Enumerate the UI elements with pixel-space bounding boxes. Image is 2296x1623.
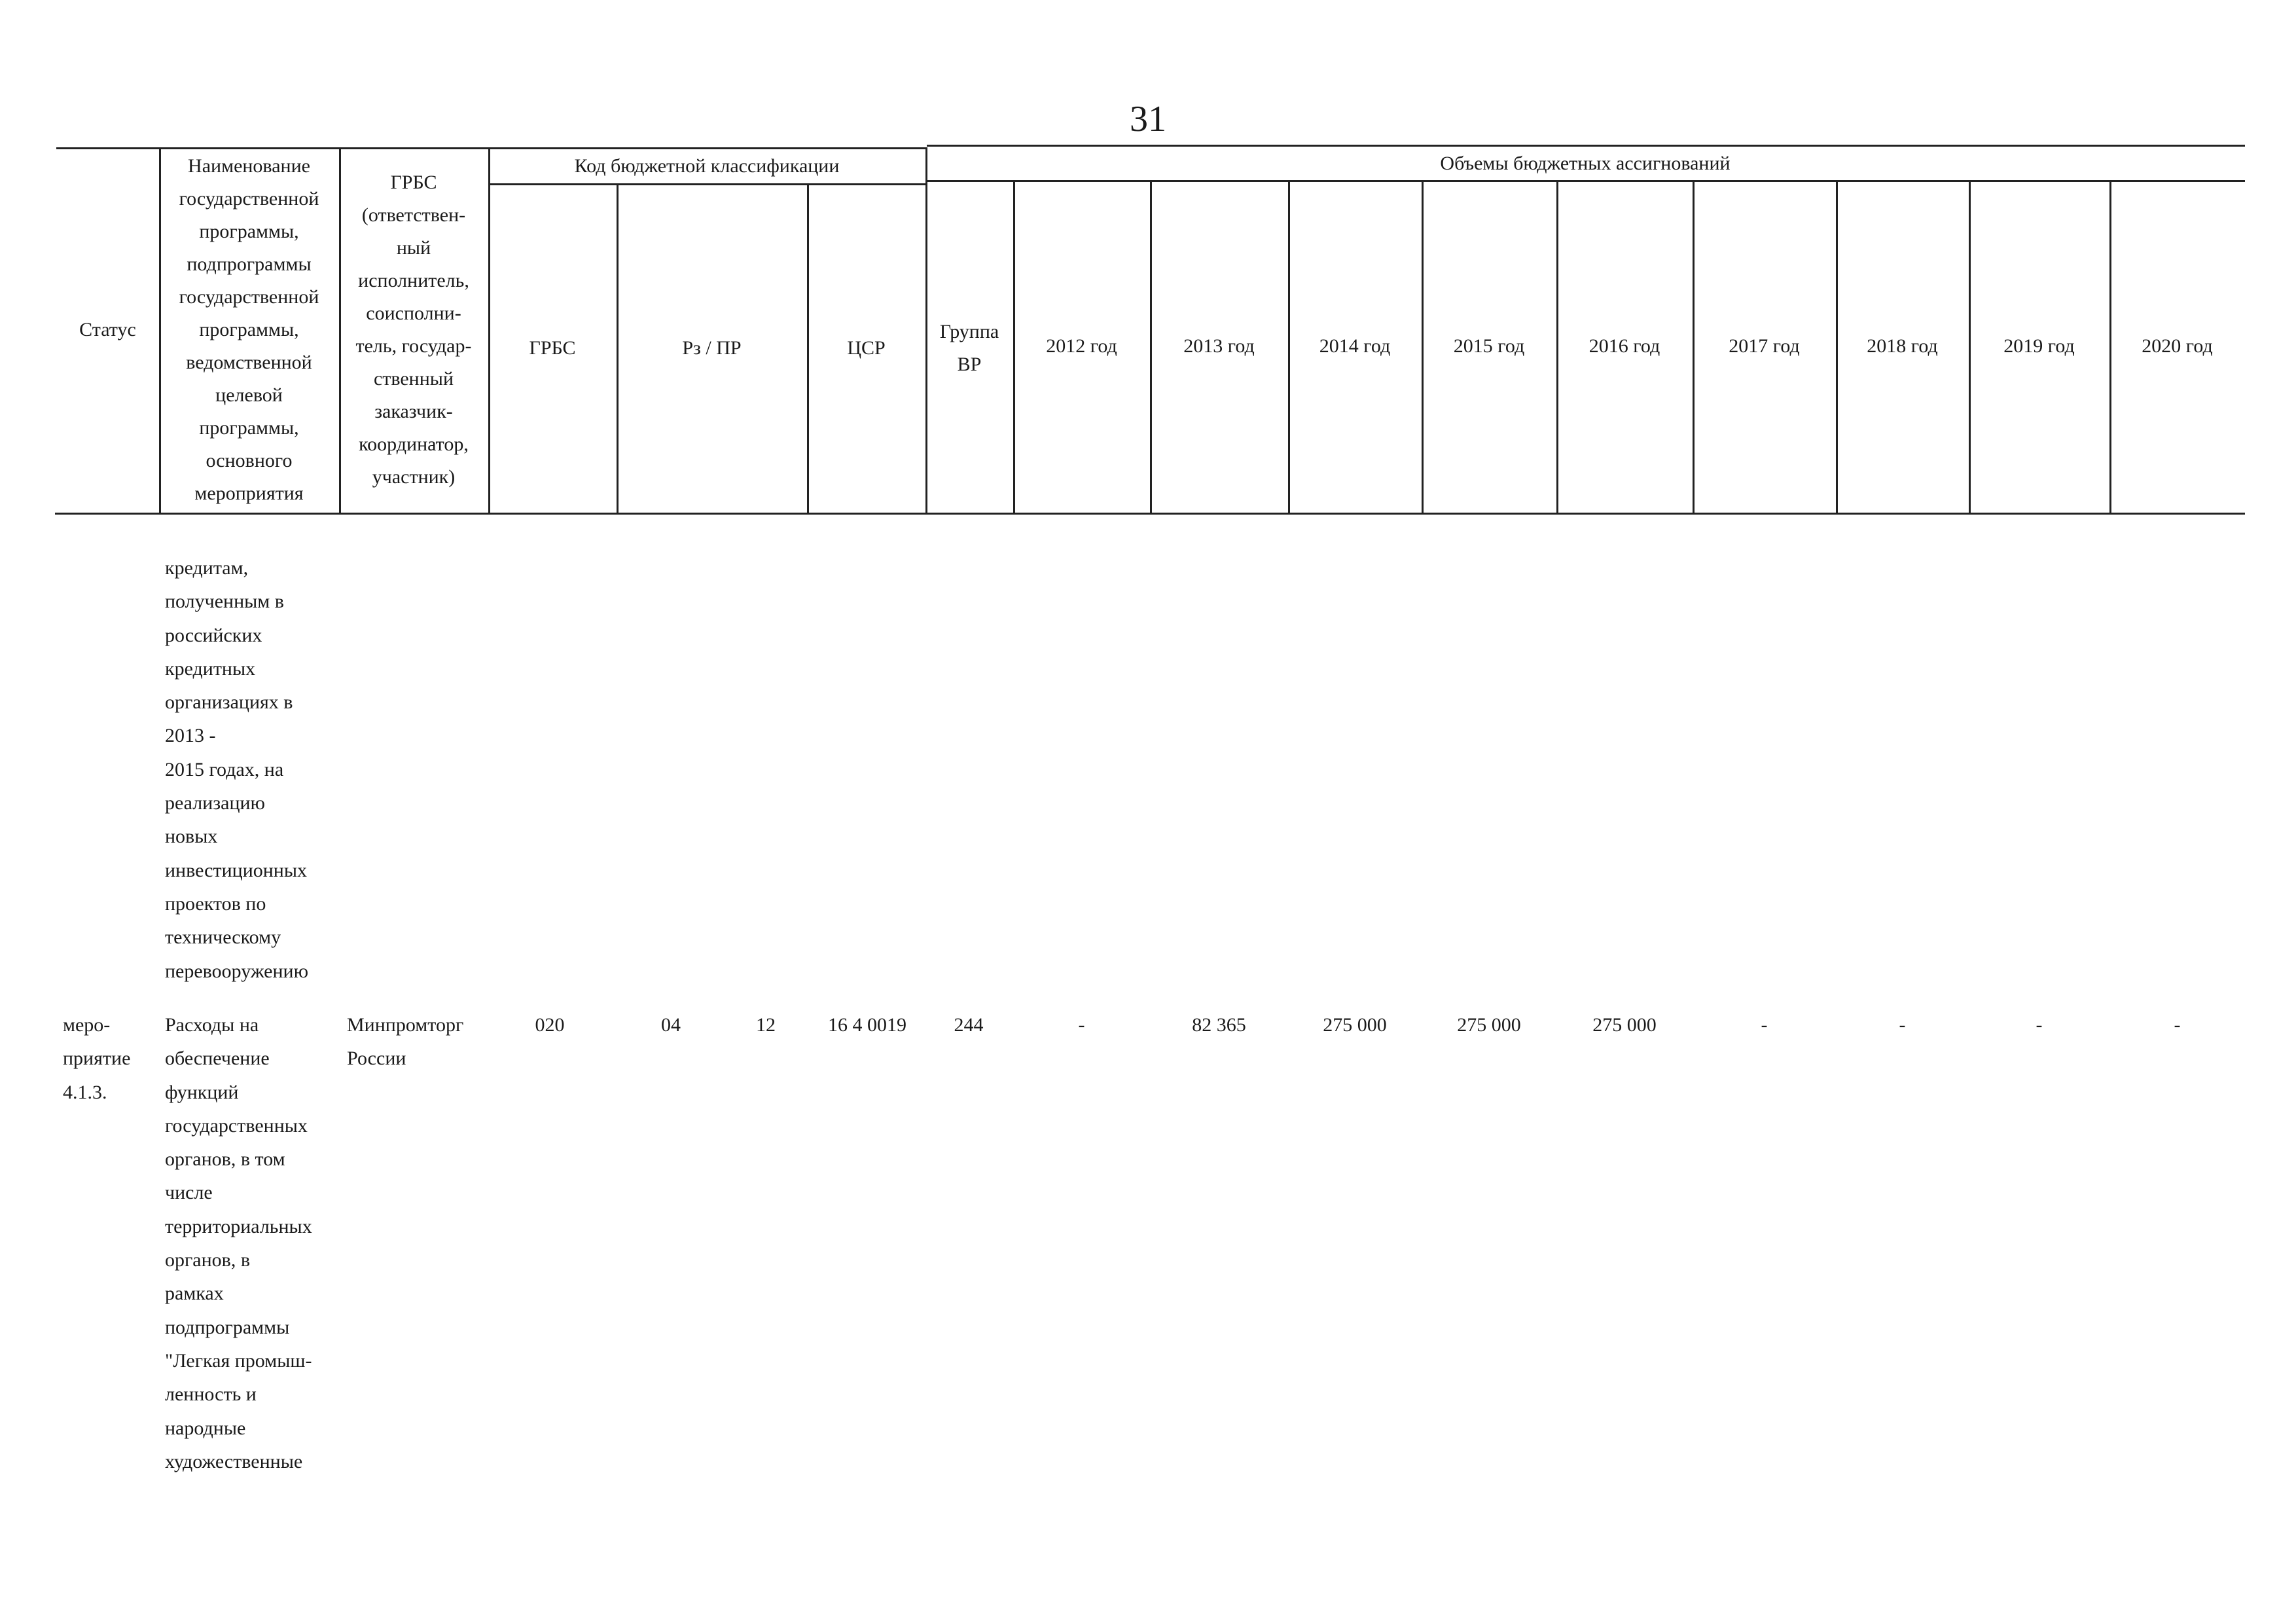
header-year-2020: 2020 год bbox=[2142, 335, 2213, 357]
row-value-2020: - bbox=[2174, 1014, 2181, 1036]
header-status: Статус bbox=[79, 319, 136, 340]
header-year-2014: 2014 год bbox=[1319, 335, 1391, 357]
header-volumes-group: Объемы бюджетных ассигнований bbox=[1440, 152, 1731, 174]
row-value-2017: - bbox=[1761, 1014, 1768, 1036]
header-csr: ЦСР bbox=[847, 337, 886, 359]
header-year-2016: 2016 год bbox=[1588, 335, 1660, 357]
page-number: 31 bbox=[1130, 99, 1166, 139]
row-value-2014: 275 000 bbox=[1323, 1014, 1387, 1036]
row-value-2018: - bbox=[1899, 1014, 1906, 1036]
header-program-name: Наименование государственной программы, подпрограммы государственной программы, ведомственной целевой программы, основного мероприятия bbox=[179, 155, 319, 504]
header-rz-pr: Рз / ПР bbox=[682, 337, 742, 359]
row-value-2012: - bbox=[1078, 1014, 1085, 1036]
header-year-2015: 2015 год bbox=[1453, 335, 1525, 357]
header-year-2018: 2018 год bbox=[1867, 335, 1938, 357]
row-program-name: Расходы на обеспечение функций государственных органов, в том числе территориальных органов, в рамках подпрограммы "Легкая промыш- ленность и народные художественные bbox=[165, 1014, 312, 1472]
header-year-2017: 2017 год bbox=[1729, 335, 1800, 357]
header-year-2019: 2019 год bbox=[2003, 335, 2075, 357]
continuation-text: кредитам, полученным в российских кредитных организациях в 2013 - 2015 годах, на реализацию новых инвестиционных проектов по техническому перевооружению bbox=[165, 557, 309, 982]
header-grbs-full: ГРБС (ответствен- ный исполнитель, соисполни- тель, государ- ственный заказчик- координатор, участник) bbox=[355, 172, 472, 488]
row-vr: 244 bbox=[954, 1014, 984, 1036]
row-value-2019: - bbox=[2036, 1014, 2043, 1036]
header-grbs: ГРБС bbox=[529, 337, 576, 359]
row-value-2015: 275 000 bbox=[1457, 1014, 1521, 1036]
header-year-2012: 2012 год bbox=[1046, 335, 1117, 357]
header-year-2013: 2013 год bbox=[1183, 335, 1255, 357]
row-value-2016: 275 000 bbox=[1592, 1014, 1657, 1036]
row-csr: 16 4 0019 bbox=[828, 1014, 906, 1036]
row-grbs-code: 020 bbox=[535, 1014, 565, 1036]
header-bottom-rule bbox=[55, 513, 2245, 515]
row-rz: 04 bbox=[661, 1014, 681, 1036]
header-group-vr: Группа ВР bbox=[939, 320, 999, 375]
row-grbs-name: Минпромторг России bbox=[347, 1014, 464, 1070]
row-status: меро- приятие 4.1.3. bbox=[63, 1014, 131, 1103]
row-pr: 12 bbox=[756, 1014, 776, 1036]
header-budget-code-group: Код бюджетной классификации bbox=[574, 155, 840, 177]
row-value-2013: 82 365 bbox=[1192, 1014, 1246, 1036]
